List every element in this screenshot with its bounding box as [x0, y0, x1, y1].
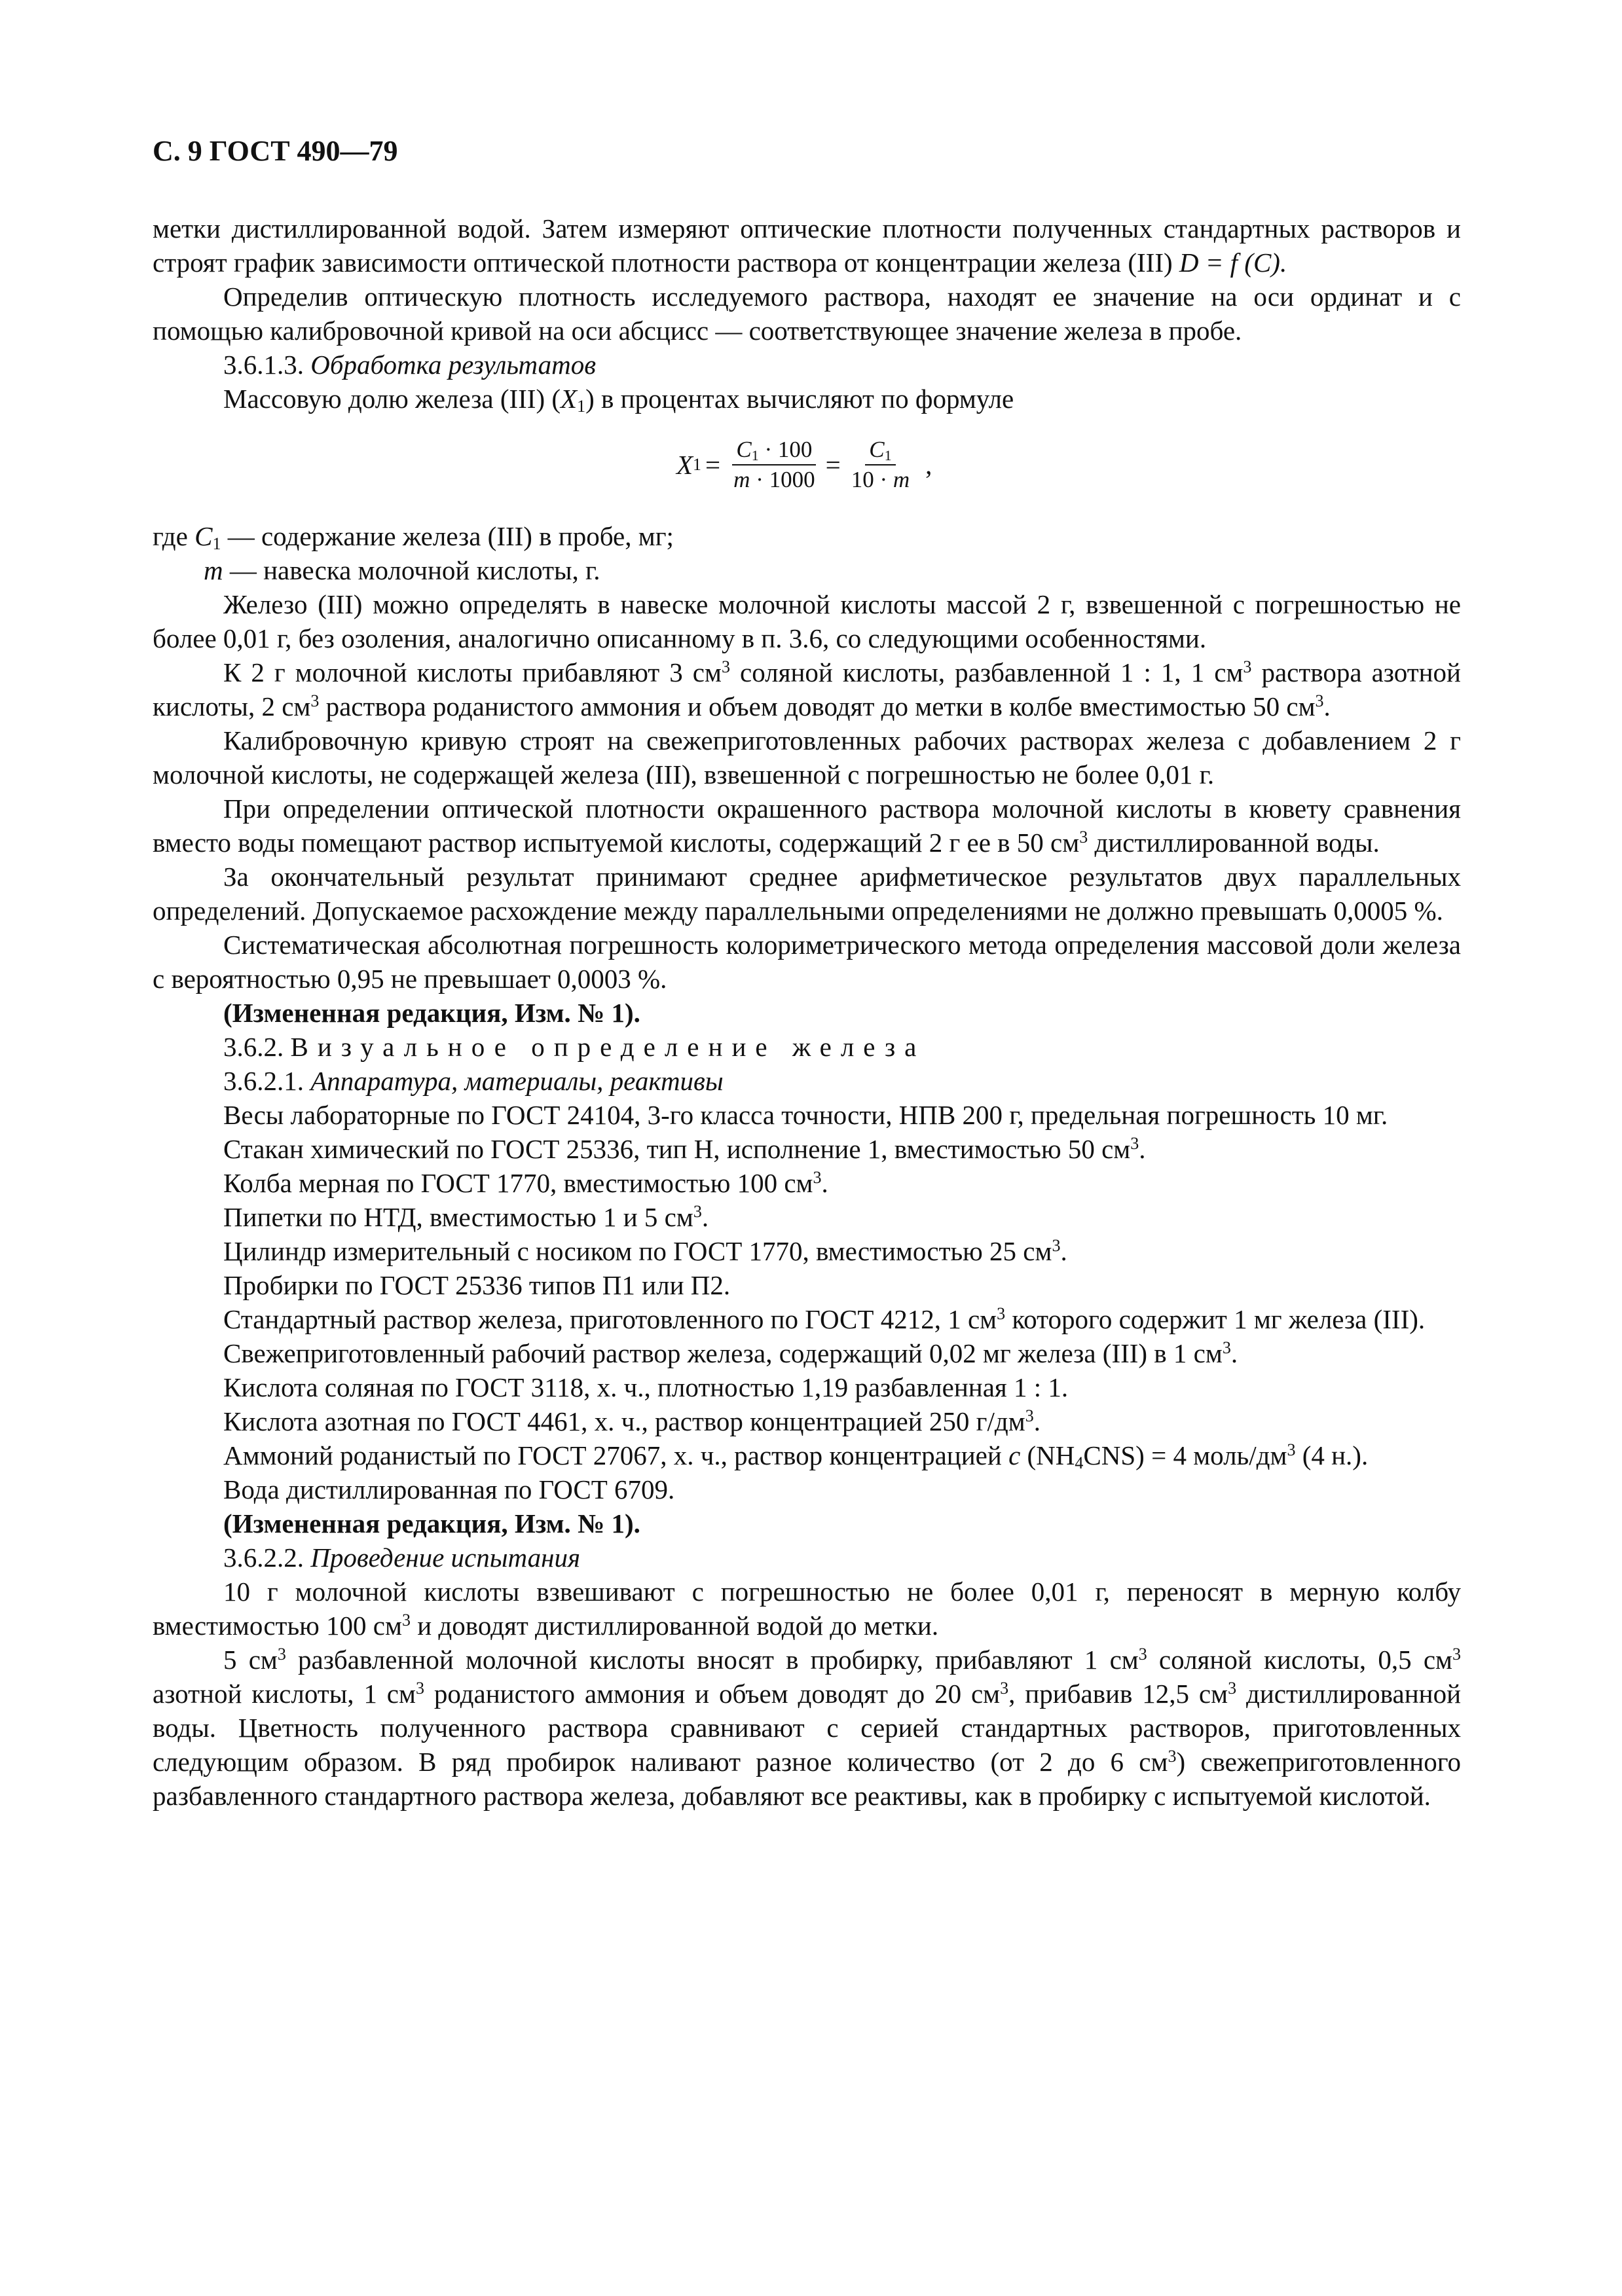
- amendment-note-2: (Измененная редакция, Изм. № 1).: [223, 1508, 640, 1539]
- paragraph-reference-cuvette: При определении оптической плотности окрашенного раствора молочной кислоты в кювету сравнения вместо воды помещают раствор испытуемой кислоты, содержащий 2 г ее в 50 $см^3$ дистиллированной воды.: [153, 793, 1461, 858]
- section-3-6-2-2-heading: 3.6.2.2. Проведение испытания: [223, 1542, 581, 1573]
- paragraph-calibration-curve: Калибровочную кривую строят на свежеприготовленных рабочих растворах железа с добавлением 2 г молочной кислоты, не содержащей железа (III), взвешенной с погрешностью не более 0,01 г.: [153, 725, 1461, 790]
- paragraph-determination: Определив оптическую плотность исследуемого раствора, находят ее значение на оси ординат и с помощью калибровочной кривой на оси абсцисс — соответствующее значение железа в пробе.: [153, 282, 1461, 346]
- list-item-flask: Колба мерная по ГОСТ 1770, вместимостью 100 $см^3$.: [223, 1168, 828, 1198]
- paragraph-mass-fraction: Массовую долю железа (III) $(X_1)$ в процентах вычисляют по формуле: [223, 384, 1014, 416]
- list-item-ammonium-thiocyanate: Аммоний роданистый по ГОСТ 27067, х. ч., раствор концентрацией c $(NH_4CNS) = 4$ моль/$дм^3$ (4 н.).: [223, 1440, 1369, 1472]
- section-3-6-1-3-heading: 3.6.1.3. Обработка результатов: [223, 350, 597, 380]
- inline-formula: D = f (C).: [1179, 247, 1287, 278]
- paragraph-sample-weighing: 10 г молочной кислоты взвешивают с погрешностью не более 0,01 г, переносят в мерную колбу вместимостью 100 $см^3$ и доводят дистиллированной водой до метки.: [153, 1576, 1461, 1641]
- list-item-hydrochloric-acid: Кислота соляная по ГОСТ 3118, х. ч., плотностью 1,19 разбавленная 1 : 1.: [223, 1372, 1069, 1402]
- list-item-working-solution: Свежеприготовленный рабочий раствор железа, содержащий 0,02 мг железа (III) в 1 $см^3$.: [223, 1338, 1238, 1368]
- section-3-6-2-1-heading: 3.6.2.1. Аппаратура, материалы, реактивы: [223, 1066, 724, 1096]
- list-item-nitric-acid: Кислота азотная по ГОСТ 4461, х. ч., раствор концентрацией 250 $г/дм^3$.: [223, 1406, 1041, 1436]
- formula-block: [153, 416, 1461, 519]
- list-item-pipettes: Пипетки по НТД, вместимостью 1 и 5 $см^3$.: [223, 1202, 709, 1232]
- paragraph-iron-without-ashing: Железо (III) можно определять в навеске молочной кислоты массой 2 г, взвешенной с погрешностью не более 0,01 г, без озоления, аналогично описанному в п. 3.6, со следующими особенностями.: [153, 589, 1461, 653]
- paragraph-systematic-error: Систематическая абсолютная погрешность колориметрического метода определения массовой доли железа с вероятностью 0,95 не превышает 0,0003 %.: [153, 930, 1461, 994]
- fraction-1: $\frac{C_1 \cdot 100}{m \cdot 1000}$: [733, 437, 815, 492]
- paragraph-calibration-end: метки дистиллированной водой. Затем измеряют оптические плотности полученных стандартных растворов и строят график зависимости оптической плотности раствора от концентрации железа (III) D = f (C).: [153, 213, 1461, 278]
- list-item-scales: Весы лабораторные по ГОСТ 24104, 3-го класса точности, НПВ 200 г, предельная погрешность 10 мг.: [223, 1100, 1388, 1130]
- amendment-note: (Измененная редакция, Изм. № 1).: [223, 998, 640, 1028]
- where-m: m — навеска молочной кислоты, г.: [204, 555, 600, 585]
- paragraph-reagents-added: К 2 г молочной кислоты прибавляют 3 $см^3$ соляной кислоты, разбавленной 1 : 1, 1 $см^3$ раствора азотной кислоты, 2 $см^3$ раствора роданистого аммония и объем доводят до метки в колбе вместимостью 50 $см^3$.: [153, 657, 1461, 721]
- paragraph-final-result: За окончательный результат принимают среднее арифметическое результатов двух параллельных определений. Допускаемое расхождение между параллельными определениями не должно превышать 0,0005 %.: [153, 862, 1461, 926]
- paragraph-color-comparison: 5 $см^3$ разбавленной молочной кислоты вносят в пробирку, прибавляют 1 $см^3$ соляной кислоты, 0,5 $см^3$ азотной кислоты, 1 $см^3$ роданистого аммония и объем доводят до 20 $см^3$, прибавив 12,5 $см^3$ дистиллированной воды. Цветность полученного раствора сравнивают с серией стандартных растворов, приготовленных следующим образом. В ряд пробирок наливают разное количество (от 2 до 6 $см^3$) свежеприготовленного разбавленного стандартного раствора железа, добавляют все реактивы, как в пробирку с испытуемой кислотой.: [153, 1645, 1462, 1811]
- document-page: [153, 134, 1461, 1813]
- fraction-2: $\frac{C_1}{10 \cdot m}$: [851, 437, 910, 492]
- list-item-distilled-water: Вода дистиллированная по ГОСТ 6709.: [223, 1474, 675, 1504]
- list-item-beaker: Стакан химический по ГОСТ 25336, тип Н, исполнение 1, вместимостью 50 $см^3$.: [223, 1134, 1146, 1164]
- list-item-standard-solution: Стандартный раствор железа, приготовленного по ГОСТ 4212, 1 $см^3$ которого содержит 1 мг железа (III).: [223, 1304, 1426, 1334]
- mass-fraction-formula: X 1 = $\frac{C_1 \cdot 100}{m \cdot 1000}$ = $\frac{C_1}{10 \cdot m}$ ,: [676, 435, 932, 494]
- where-c1: где $C_1$ — содержание железа (III) в пробе, мг;: [153, 521, 674, 553]
- list-item-cylinder: Цилиндр измерительный с носиком по ГОСТ 1770, вместимостью 25 $см^3$.: [223, 1236, 1067, 1266]
- section-3-6-2-heading: 3.6.2. Визуальное определение железа: [223, 1032, 926, 1062]
- page-header: С. 9 ГОСТ 490—79: [153, 135, 398, 167]
- list-item-test-tubes: Пробирки по ГОСТ 25336 типов П1 или П2.: [223, 1270, 731, 1300]
